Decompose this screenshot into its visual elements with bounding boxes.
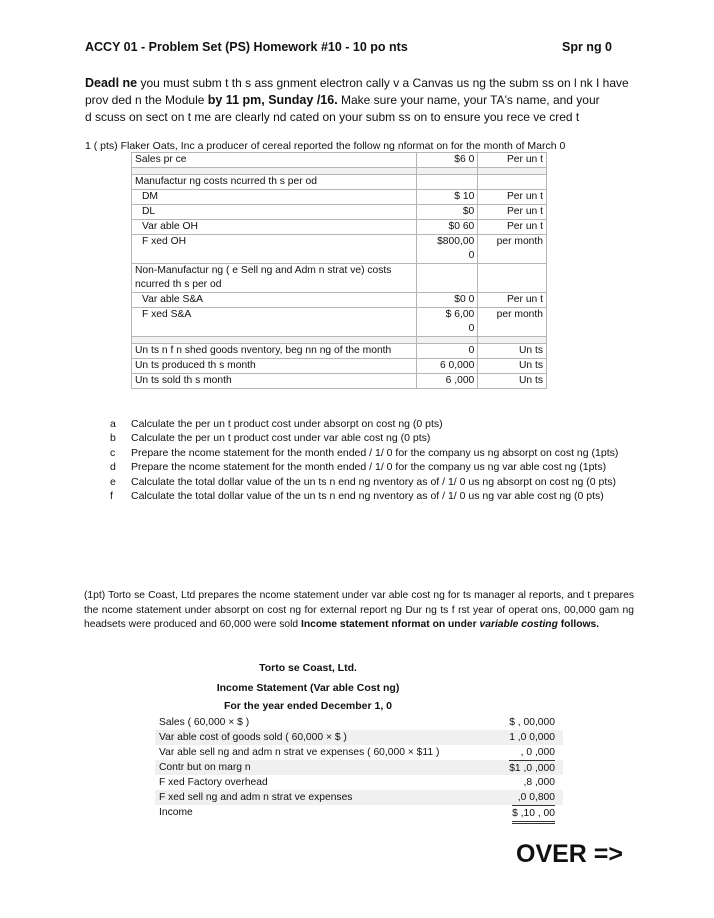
is-row-label: Var able cost of goods sold ( 60,000 × $ ) bbox=[159, 732, 347, 743]
row-label: DM bbox=[132, 190, 417, 205]
question-part bbox=[110, 475, 630, 489]
table-cell bbox=[416, 337, 477, 344]
deadline-line-1 bbox=[85, 75, 629, 92]
is-row-label: F xed sell ng and adm n strat ve expenses bbox=[159, 792, 353, 803]
part-text: Calculate the per un t product cost under var able cost ng (0 pts) bbox=[131, 432, 431, 445]
question-1-parts bbox=[110, 417, 630, 503]
question-part bbox=[110, 460, 630, 474]
row-amount: $ 10 bbox=[416, 190, 477, 205]
row-label: F xed S&A bbox=[132, 308, 417, 337]
deadline-text-2a: prov ded n the Module bbox=[85, 93, 208, 107]
row-unit: Per un t bbox=[478, 293, 547, 308]
part-letter: b bbox=[110, 432, 116, 445]
row-amount bbox=[416, 175, 477, 190]
question-part bbox=[110, 446, 630, 460]
question-part bbox=[110, 417, 630, 431]
table-cell bbox=[132, 168, 417, 175]
deadline-line-2 bbox=[85, 92, 600, 109]
row-unit: Per un t bbox=[478, 205, 547, 220]
row-label: DL bbox=[132, 205, 417, 220]
income-statement-row bbox=[155, 760, 563, 775]
question-2-bold-italic: variable costing bbox=[479, 619, 558, 630]
deadline-text-3: d scuss on sect on t me are clearly nd cated on your subm ss on to ensure you rece ve cred t bbox=[85, 110, 580, 124]
row-amount: $800,00 0 bbox=[416, 235, 477, 264]
question-part bbox=[110, 431, 630, 445]
row-unit: per month bbox=[478, 308, 547, 337]
table-row bbox=[132, 190, 547, 205]
row-amount: $6 0 bbox=[416, 153, 477, 168]
row-label: Manufactur ng costs ncurred th s per od bbox=[132, 175, 417, 190]
table-row bbox=[132, 235, 547, 264]
row-label: Var able OH bbox=[132, 220, 417, 235]
income-statement-row bbox=[155, 775, 563, 790]
row-unit: Per un t bbox=[478, 190, 547, 205]
row-amount bbox=[416, 264, 477, 293]
is-company: Torto se Coast, Ltd. bbox=[259, 662, 357, 674]
table-cell bbox=[132, 337, 417, 344]
income-statement-row bbox=[155, 790, 563, 805]
is-row-value: $ , 00,000 bbox=[509, 717, 555, 728]
table-row bbox=[132, 153, 547, 168]
over-indicator: OVER => bbox=[516, 840, 623, 868]
is-row-label: Var able sell ng and adm n strat ve expenses ( 60,000 × $11 ) bbox=[159, 747, 440, 758]
part-letter: f bbox=[110, 490, 113, 503]
table-row bbox=[132, 205, 547, 220]
question-part bbox=[110, 489, 630, 503]
question-2-bold: Income statement nformat on under bbox=[300, 619, 480, 630]
is-row-value: $1 ,0 ,000 bbox=[509, 760, 555, 776]
part-text: Prepare the ncome statement for the month ended / 1/ 0 for the company us ng absorpt on cost ng (1pts) bbox=[131, 446, 619, 459]
row-amount: 6 ,000 bbox=[416, 374, 477, 389]
row-label: Un ts produced th s month bbox=[132, 359, 417, 374]
row-label: Var able S&A bbox=[132, 293, 417, 308]
row-amount: $0 60 bbox=[416, 220, 477, 235]
table-row bbox=[132, 374, 547, 389]
row-unit: Per un t bbox=[478, 220, 547, 235]
row-label: Un ts sold th s month bbox=[132, 374, 417, 389]
income-statement-row bbox=[155, 805, 563, 820]
question-2-text bbox=[84, 589, 634, 633]
row-amount: $0 bbox=[416, 205, 477, 220]
is-row-value: 1 ,0 0,000 bbox=[509, 732, 555, 743]
row-amount: $0 0 bbox=[416, 293, 477, 308]
deadline-due-date: by 11 pm, Sunday /16. bbox=[207, 93, 338, 107]
row-label: Un ts n f n shed goods nventory, beg nn ng of the month bbox=[132, 344, 417, 359]
row-amount: 6 0,000 bbox=[416, 359, 477, 374]
part-text: Calculate the total dollar value of the un ts n end ng nventory as of / 1/ 0 us ng var able cost ng (0 pts) bbox=[131, 490, 604, 503]
table-row bbox=[132, 308, 547, 337]
table-spacer-row bbox=[132, 168, 547, 175]
table-row bbox=[132, 359, 547, 374]
is-row-value: ,8 ,000 bbox=[523, 777, 555, 788]
flaker-oats-data-table bbox=[131, 152, 547, 389]
part-letter: a bbox=[110, 418, 116, 430]
table-row bbox=[132, 264, 547, 293]
deadline-text-2b: Make sure your name, your TA's name, and your bbox=[337, 93, 600, 107]
part-text: Prepare the ncome statement for the month ended / 1/ 0 for the company us ng var able cost ng (1pts) bbox=[131, 461, 607, 474]
row-unit: Per un t bbox=[478, 153, 547, 168]
table-cell bbox=[478, 337, 547, 344]
is-title: Income Statement (Var able Cost ng) bbox=[216, 682, 400, 694]
row-amount: $ 6,00 0 bbox=[416, 308, 477, 337]
deadline-label: Deadl ne bbox=[85, 76, 138, 90]
question-1-intro: 1 ( pts) Flaker Oats, Inc a producer of cereal reported the follow ng nformat on for the month of March 0 bbox=[85, 140, 566, 152]
income-statement-table bbox=[155, 715, 563, 820]
part-text: Calculate the total dollar value of the un ts n end ng nventory as of / 1/ 0 us ng absorpt on cost ng (0 pts) bbox=[131, 475, 617, 488]
part-text: Calculate the per un t product cost under absorpt on cost ng (0 pts) bbox=[131, 418, 443, 430]
table-row bbox=[132, 175, 547, 190]
row-unit: Un ts bbox=[478, 374, 547, 389]
is-row-label: F xed Factory overhead bbox=[159, 777, 268, 788]
question-2-body: (1pt) Torto se Coast, Ltd prepares the ncome statement under var able cost ng for ts manager al reports, and t prepares the ncome statement under absorpt on cost ng for external report ng Dur ng ts f rst year of operat ons, 00,000 gam ng headsets were produced and 60,000 were sold bbox=[84, 590, 634, 630]
row-unit bbox=[478, 264, 547, 293]
row-unit bbox=[478, 175, 547, 190]
header-term: Spr ng 0 bbox=[562, 40, 613, 54]
is-row-value: , 0 ,000 bbox=[520, 747, 555, 758]
row-unit: per month bbox=[478, 235, 547, 264]
is-row-label: Sales ( 60,000 × $ ) bbox=[159, 717, 250, 728]
income-statement-row bbox=[155, 715, 563, 730]
is-row-value: $ ,10 , 00 bbox=[512, 805, 555, 824]
part-letter: d bbox=[110, 461, 116, 474]
table-cell bbox=[416, 168, 477, 175]
row-unit: Un ts bbox=[478, 344, 547, 359]
table-row bbox=[132, 344, 547, 359]
is-period: For the year ended December 1, 0 bbox=[223, 700, 393, 712]
row-unit: Un ts bbox=[478, 359, 547, 374]
table-row bbox=[132, 293, 547, 308]
table-row bbox=[132, 220, 547, 235]
income-statement-row bbox=[155, 745, 563, 760]
is-row-label: Contr but on marg n bbox=[159, 762, 251, 773]
part-letter: e bbox=[110, 475, 116, 488]
table-spacer-row bbox=[132, 337, 547, 344]
row-amount: 0 bbox=[416, 344, 477, 359]
is-row-value: ,0 0,800 bbox=[517, 792, 555, 803]
question-2-tail: follows. bbox=[557, 619, 600, 630]
table-cell bbox=[478, 168, 547, 175]
income-statement-row bbox=[155, 730, 563, 745]
deadline-text-1: you must subm t th s ass gnment electron cally v a Canvas us ng the subm ss on l nk I have bbox=[137, 76, 629, 90]
header-title: ACCY 01 - Problem Set (PS) Homework #10 - 10 po nts bbox=[85, 40, 408, 54]
row-label: Non-Manufactur ng ( e Sell ng and Adm n strat ve) costs ncurred th s per od bbox=[132, 264, 417, 293]
part-letter: c bbox=[110, 446, 116, 459]
row-label: Sales pr ce bbox=[132, 153, 417, 168]
row-label: F xed OH bbox=[132, 235, 417, 264]
is-row-label: Income bbox=[159, 807, 193, 818]
deadline-line-3 bbox=[85, 109, 579, 126]
